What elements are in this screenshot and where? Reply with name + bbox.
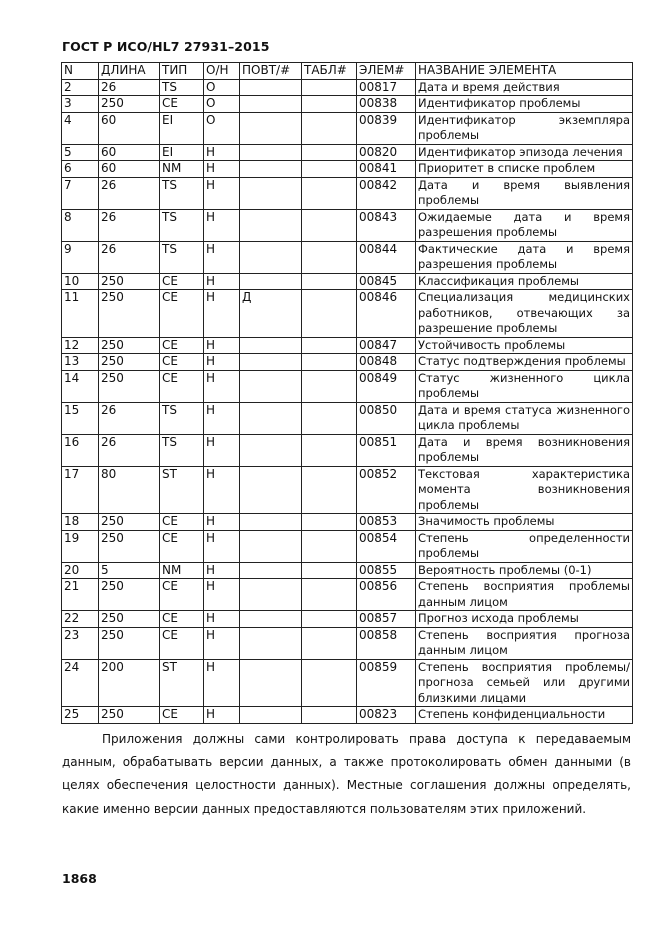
cell-optionality: Н [204, 273, 240, 290]
cell-optionality: Н [204, 161, 240, 178]
table-row [62, 241, 633, 273]
cell-length: 26 [99, 79, 160, 96]
cell-type: TS [160, 241, 204, 273]
cell-table [302, 209, 357, 241]
cell-optionality: Н [204, 290, 240, 338]
cell-element: 00846 [357, 290, 416, 338]
cell-number: 9 [62, 241, 99, 273]
cell-repeat [240, 370, 302, 402]
cell-table [302, 144, 357, 161]
column-header: ПОВТ/# [240, 63, 302, 80]
cell-length: 250 [99, 273, 160, 290]
cell-table [302, 273, 357, 290]
cell-element-name: Степень восприятия проблемы данным лицом [416, 579, 633, 611]
cell-type: NM [160, 161, 204, 178]
cell-type: TS [160, 177, 204, 209]
cell-type: CE [160, 96, 204, 113]
cell-length: 250 [99, 290, 160, 338]
cell-repeat [240, 273, 302, 290]
cell-repeat [240, 144, 302, 161]
cell-element: 00849 [357, 370, 416, 402]
cell-type: ST [160, 466, 204, 514]
column-header: ТИП [160, 63, 204, 80]
cell-length: 250 [99, 337, 160, 354]
cell-type: ST [160, 659, 204, 707]
cell-optionality: О [204, 96, 240, 113]
cell-length: 26 [99, 434, 160, 466]
cell-optionality: Н [204, 514, 240, 531]
cell-element-name: Значимость проблемы [416, 514, 633, 531]
cell-repeat [240, 434, 302, 466]
cell-number: 23 [62, 627, 99, 659]
cell-table [302, 402, 357, 434]
cell-number: 15 [62, 402, 99, 434]
table-header-row [62, 63, 633, 80]
cell-optionality: Н [204, 370, 240, 402]
table-row [62, 144, 633, 161]
table-row [62, 466, 633, 514]
cell-element-name: Устойчивость проблемы [416, 337, 633, 354]
cell-repeat [240, 209, 302, 241]
cell-number: 3 [62, 96, 99, 113]
cell-length: 26 [99, 241, 160, 273]
cell-length: 60 [99, 112, 160, 144]
cell-repeat [240, 177, 302, 209]
cell-element: 00817 [357, 79, 416, 96]
column-header: ЭЛЕМ# [357, 63, 416, 80]
cell-length: 250 [99, 96, 160, 113]
cell-element-name: Дата и время действия [416, 79, 633, 96]
cell-number: 7 [62, 177, 99, 209]
cell-element: 00820 [357, 144, 416, 161]
cell-type: CE [160, 290, 204, 338]
cell-length: 5 [99, 562, 160, 579]
cell-element-name: Статус жизненного цикла проблемы [416, 370, 633, 402]
cell-repeat [240, 337, 302, 354]
table-row [62, 177, 633, 209]
table-row [62, 161, 633, 178]
table-row [62, 402, 633, 434]
cell-element-name: Дата и время возникновения проблемы [416, 434, 633, 466]
cell-repeat [240, 112, 302, 144]
cell-element: 00852 [357, 466, 416, 514]
cell-type: CE [160, 707, 204, 724]
cell-element-name: Дата и время статуса жизненного цикла проблемы [416, 402, 633, 434]
cell-table [302, 466, 357, 514]
cell-table [302, 177, 357, 209]
cell-repeat [240, 579, 302, 611]
column-header: НАЗВАНИЕ ЭЛЕМЕНТА [416, 63, 633, 80]
table-row [62, 579, 633, 611]
cell-length: 250 [99, 707, 160, 724]
cell-type: TS [160, 209, 204, 241]
cell-repeat [240, 514, 302, 531]
cell-number: 13 [62, 354, 99, 371]
cell-optionality: Н [204, 659, 240, 707]
cell-repeat [240, 627, 302, 659]
cell-type: TS [160, 79, 204, 96]
cell-repeat [240, 562, 302, 579]
cell-optionality: Н [204, 241, 240, 273]
cell-table [302, 530, 357, 562]
cell-table [302, 627, 357, 659]
cell-element: 00841 [357, 161, 416, 178]
cell-number: 24 [62, 659, 99, 707]
cell-number: 17 [62, 466, 99, 514]
table-row [62, 514, 633, 531]
cell-number: 20 [62, 562, 99, 579]
cell-optionality: Н [204, 627, 240, 659]
segment-fields-table [61, 62, 633, 724]
cell-type: CE [160, 354, 204, 371]
body-paragraph [62, 728, 631, 821]
cell-repeat [240, 466, 302, 514]
cell-table [302, 370, 357, 402]
cell-element-name: Ожидаемые дата и время разрешения проблемы [416, 209, 633, 241]
cell-repeat [240, 402, 302, 434]
cell-type: NM [160, 562, 204, 579]
cell-element-name: Приоритет в списке проблем [416, 161, 633, 178]
table-row [62, 370, 633, 402]
page-number: 1868 [62, 871, 97, 886]
cell-element-name: Вероятность проблемы (0-1) [416, 562, 633, 579]
table-row [62, 209, 633, 241]
cell-type: CE [160, 370, 204, 402]
cell-repeat [240, 161, 302, 178]
cell-length: 250 [99, 627, 160, 659]
cell-table [302, 707, 357, 724]
cell-type: CE [160, 579, 204, 611]
cell-table [302, 611, 357, 628]
cell-length: 80 [99, 466, 160, 514]
cell-type: TS [160, 402, 204, 434]
table-row [62, 79, 633, 96]
column-header: ТАБЛ# [302, 63, 357, 80]
table-row [62, 273, 633, 290]
cell-element-name: Идентификатор экземпляра проблемы [416, 112, 633, 144]
document-header: ГОСТ Р ИСО/HL7 27931–2015 [62, 39, 270, 54]
cell-element: 00854 [357, 530, 416, 562]
cell-element-name: Статус подтверждения проблемы [416, 354, 633, 371]
cell-element: 00838 [357, 96, 416, 113]
cell-optionality: Н [204, 209, 240, 241]
cell-optionality: Н [204, 562, 240, 579]
cell-element-name: Классификация проблемы [416, 273, 633, 290]
cell-table [302, 241, 357, 273]
cell-type: CE [160, 337, 204, 354]
cell-type: TS [160, 434, 204, 466]
cell-element-name: Степень восприятия прогноза данным лицом [416, 627, 633, 659]
column-header: О/Н [204, 63, 240, 80]
cell-optionality: Н [204, 611, 240, 628]
cell-element: 00859 [357, 659, 416, 707]
cell-element: 00844 [357, 241, 416, 273]
cell-number: 5 [62, 144, 99, 161]
cell-table [302, 161, 357, 178]
table-row [62, 611, 633, 628]
cell-number: 4 [62, 112, 99, 144]
cell-element-name: Специализация медицинских работников, отвечающих за разрешение проблемы [416, 290, 633, 338]
cell-table [302, 659, 357, 707]
cell-length: 26 [99, 402, 160, 434]
cell-length: 26 [99, 209, 160, 241]
cell-element: 00848 [357, 354, 416, 371]
cell-optionality: Н [204, 402, 240, 434]
cell-element-name: Дата и время выявления проблемы [416, 177, 633, 209]
cell-element: 00853 [357, 514, 416, 531]
cell-table [302, 434, 357, 466]
table-row [62, 337, 633, 354]
paragraph-text: Приложения должны сами контролировать права доступа к передаваемым данным, обрабатывать версии данных, а также протоколировать обмен данными (в целях обеспечения целостности данных). Местные соглашения должны определять, какие именно версии данных предоставляются пользователям этих приложений. [62, 732, 631, 816]
cell-element: 00851 [357, 434, 416, 466]
table-row [62, 112, 633, 144]
cell-number: 21 [62, 579, 99, 611]
cell-type: EI [160, 112, 204, 144]
table-row [62, 530, 633, 562]
cell-optionality: Н [204, 144, 240, 161]
cell-table [302, 337, 357, 354]
cell-repeat [240, 241, 302, 273]
cell-table [302, 354, 357, 371]
cell-table [302, 112, 357, 144]
column-header: ДЛИНА [99, 63, 160, 80]
cell-repeat [240, 354, 302, 371]
cell-repeat [240, 96, 302, 113]
cell-element: 00847 [357, 337, 416, 354]
cell-element-name: Степень восприятия проблемы/прогноза семьей или другими близкими лицами [416, 659, 633, 707]
cell-element-name: Фактические дата и время разрешения проблемы [416, 241, 633, 273]
table-row [62, 290, 633, 338]
cell-element: 00850 [357, 402, 416, 434]
table-row [62, 707, 633, 724]
cell-length: 250 [99, 370, 160, 402]
cell-element-name: Идентификатор эпизода лечения [416, 144, 633, 161]
cell-table [302, 562, 357, 579]
cell-type: CE [160, 530, 204, 562]
cell-element: 00839 [357, 112, 416, 144]
cell-element: 00857 [357, 611, 416, 628]
cell-repeat [240, 707, 302, 724]
cell-repeat [240, 79, 302, 96]
cell-table [302, 79, 357, 96]
cell-element-name: Текстовая характеристика момента возникновения проблемы [416, 466, 633, 514]
cell-type: CE [160, 514, 204, 531]
cell-type: CE [160, 273, 204, 290]
cell-length: 26 [99, 177, 160, 209]
table-row [62, 96, 633, 113]
cell-number: 25 [62, 707, 99, 724]
cell-element-name: Прогноз исхода проблемы [416, 611, 633, 628]
cell-table [302, 96, 357, 113]
cell-length: 60 [99, 144, 160, 161]
cell-table [302, 579, 357, 611]
cell-length: 250 [99, 611, 160, 628]
cell-element: 00823 [357, 707, 416, 724]
cell-table [302, 290, 357, 338]
table-row [62, 659, 633, 707]
cell-length: 200 [99, 659, 160, 707]
cell-length: 250 [99, 514, 160, 531]
cell-length: 60 [99, 161, 160, 178]
cell-optionality: О [204, 79, 240, 96]
cell-number: 11 [62, 290, 99, 338]
column-header: N [62, 63, 99, 80]
cell-optionality: Н [204, 177, 240, 209]
cell-number: 10 [62, 273, 99, 290]
cell-table [302, 514, 357, 531]
table-row [62, 627, 633, 659]
cell-repeat [240, 611, 302, 628]
cell-number: 2 [62, 79, 99, 96]
cell-number: 19 [62, 530, 99, 562]
table-row [62, 354, 633, 371]
cell-type: EI [160, 144, 204, 161]
cell-element-name: Идентификатор проблемы [416, 96, 633, 113]
cell-repeat [240, 530, 302, 562]
cell-length: 250 [99, 579, 160, 611]
cell-number: 16 [62, 434, 99, 466]
cell-length: 250 [99, 530, 160, 562]
cell-element: 00843 [357, 209, 416, 241]
cell-element: 00845 [357, 273, 416, 290]
cell-element-name: Степень конфиденциальности [416, 707, 633, 724]
cell-repeat: Д [240, 290, 302, 338]
cell-element: 00856 [357, 579, 416, 611]
cell-optionality: Н [204, 337, 240, 354]
cell-optionality: Н [204, 707, 240, 724]
cell-optionality: Н [204, 579, 240, 611]
cell-element-name: Степень определенности проблемы [416, 530, 633, 562]
cell-number: 12 [62, 337, 99, 354]
table-row [62, 562, 633, 579]
cell-element: 00855 [357, 562, 416, 579]
cell-repeat [240, 659, 302, 707]
cell-number: 22 [62, 611, 99, 628]
cell-number: 8 [62, 209, 99, 241]
cell-number: 6 [62, 161, 99, 178]
cell-optionality: Н [204, 434, 240, 466]
cell-type: CE [160, 611, 204, 628]
cell-optionality: Н [204, 530, 240, 562]
cell-optionality: Н [204, 354, 240, 371]
cell-number: 18 [62, 514, 99, 531]
cell-optionality: О [204, 112, 240, 144]
table-row [62, 434, 633, 466]
cell-element: 00858 [357, 627, 416, 659]
cell-element: 00842 [357, 177, 416, 209]
cell-number: 14 [62, 370, 99, 402]
cell-optionality: Н [204, 466, 240, 514]
cell-length: 250 [99, 354, 160, 371]
cell-type: CE [160, 627, 204, 659]
